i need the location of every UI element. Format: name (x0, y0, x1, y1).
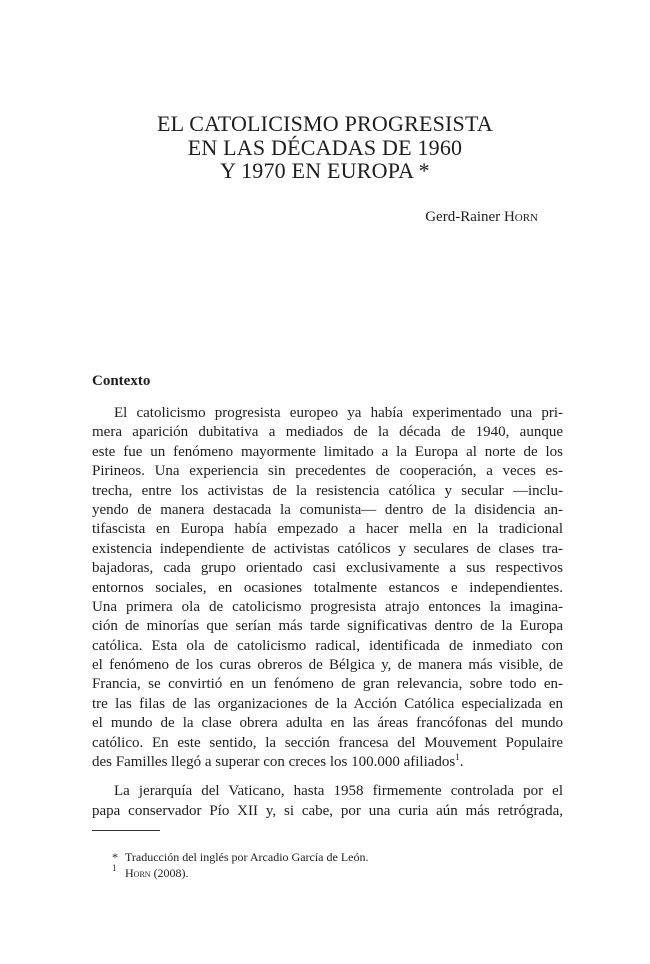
title-line-1: EL CATOLICISMO PROGRESISTA (157, 111, 493, 136)
author-given-name: Gerd-Rainer (425, 209, 501, 225)
text-line: bajadoras, cada grupo orientado casi exclusivamente a sus respectivos (92, 560, 563, 577)
text-line: yendo de manera destacada la comunista— dentro de la disidencia an- (92, 501, 563, 518)
text-line: católica. Esta ola de catolicismo radical, identificada de inmediato con (92, 637, 563, 654)
text-line: Pirineos. Una experiencia sin precedentes de cooperación, a veces es- (92, 463, 563, 480)
text-line: Una primera ola de catolicismo progresista atrajo entonces la imagina- (92, 598, 563, 615)
text-line: el mundo de la clase obrera adulta en las áreas francófonas del mundo (92, 715, 563, 732)
footnote-translation (112, 849, 368, 865)
sentence-end: . (459, 754, 464, 771)
title-line-3: Y 1970 EN EUROPA * (220, 158, 430, 183)
text-line: este fue un fenómeno mayormente limitado a la Europa al norte de los (92, 443, 563, 460)
text-line: papa conservador Pío XII y, si cabe, por una curia aún más retrógrada, (92, 802, 563, 819)
footnote-separator (92, 830, 160, 831)
footnote-text: (2008). (153, 866, 189, 880)
title-line-2: EN LAS DÉCADAS DE 1960 (187, 134, 463, 160)
document-title (0, 112, 650, 183)
footnotes (112, 849, 368, 881)
footnote-text: Traducción del inglés por Arcadio García de León. (125, 850, 369, 864)
text-line: católico. En este sentido, la sección francesa del Mouvement Populaire (92, 734, 563, 751)
author-name (425, 209, 538, 226)
paragraph-1 (92, 404, 563, 772)
text-line: existencia independiente de activistas católicos y seculares de clases tra- (92, 540, 563, 557)
text-line: El catolicismo progresista europeo ya había experimentado una pri- (114, 405, 563, 421)
footnote-mark: * (112, 850, 118, 864)
text-line: entornos sociales, en ocasiones totalmente estancos e independientes. (92, 579, 563, 596)
author-surname: Horn (503, 209, 538, 225)
footnote-1: $^1$ Horn (2008). (112, 863, 189, 880)
text-line: des Familles llegó a superar con creces los 100.000 afiliados (92, 754, 456, 771)
text-line: el fenómeno de los curas obreros de Bélgica y, de manera más visible, de (92, 657, 563, 674)
body-text (92, 404, 563, 821)
text-line: tifascista en Europa había empezado a hacer mella en la tradicional (92, 521, 563, 538)
text-line: ción de minorías que serían más tarde significativas dentro de la Europa (92, 618, 563, 635)
section-heading: Contexto (92, 373, 151, 389)
paragraph-2 (92, 782, 563, 821)
text-line-last (92, 753, 563, 772)
footnote-reference[interactable]: 1 (455, 752, 460, 763)
text-line: trecha, entre los activistas de la resistencia católica y secular —inclu- (92, 482, 563, 499)
text-line: mera aparición dubitativa a mediados de la década de 1940, aunque (92, 424, 563, 441)
text-line: tre las filas de las organizaciones de la Acción Católica especializada en (92, 695, 563, 712)
footnote-author-surname: Horn (125, 866, 151, 880)
text-line: La jerarquía del Vaticano, hasta 1958 firmemente controlada por el (114, 783, 563, 800)
text-line: Francia, se convirtió en un fenómeno de gran relevancia, sobre todo en- (92, 676, 563, 693)
